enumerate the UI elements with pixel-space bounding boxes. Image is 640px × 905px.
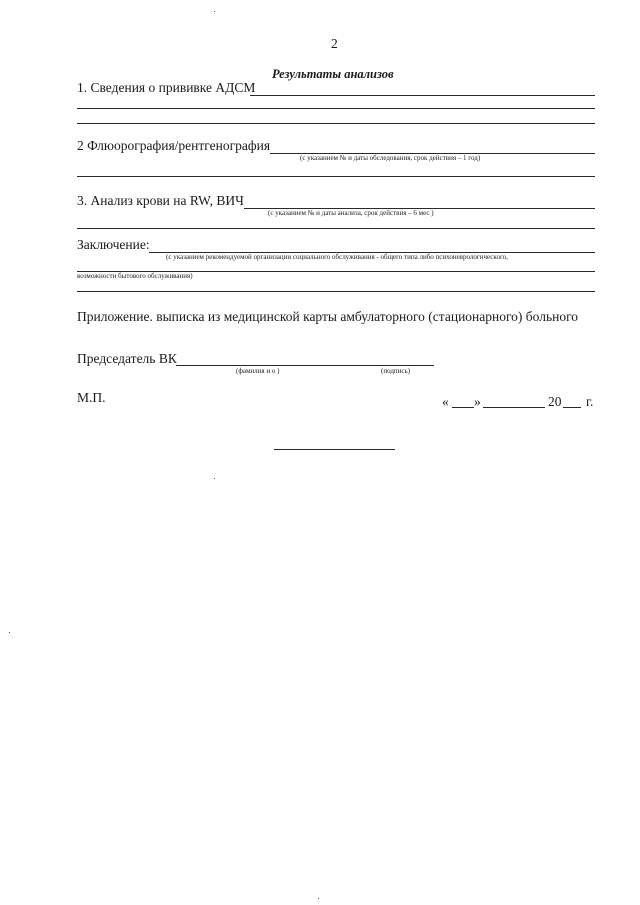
attachment-text: Приложение. выписка из медицинской карты амбулаторного (стационарного) больного [77, 309, 579, 324]
conclusion-field-line-3[interactable] [77, 291, 595, 292]
fluoro-note: (с указанием № и даты обследования, срок действия – 1 год) [300, 154, 481, 162]
scan-speck [214, 11, 215, 12]
chairman-field[interactable] [176, 365, 434, 366]
date-close-quote: » [474, 394, 481, 409]
adsm-label: 1. Сведения о прививке АДСМ [77, 80, 256, 95]
stamp-label: М.П. [77, 390, 106, 405]
page-number: 2 [331, 36, 338, 51]
adsm-field-line-2[interactable] [77, 108, 595, 109]
conclusion-note-line-2: возможности бытового обслуживания) [77, 272, 193, 280]
date-year-field[interactable] [563, 407, 581, 408]
scan-speck [318, 898, 319, 899]
blood-test-field-line-2[interactable] [77, 228, 595, 229]
fluoro-field-line-2[interactable] [77, 176, 595, 177]
adsm-field[interactable] [250, 95, 595, 96]
chairman-label: Председатель ВК [77, 351, 177, 366]
date-month-field[interactable] [483, 407, 545, 408]
closing-separator [274, 449, 395, 450]
scan-speck [9, 632, 10, 633]
date-open-quote: « [442, 394, 449, 409]
chairman-name-note: (фамилия и о ) [236, 367, 280, 375]
date-year-prefix: 20 [548, 394, 562, 409]
conclusion-note-line-1: (с указанием рекомендуемой организации социального обслуживания - общего типа либо психоневрологического, [166, 253, 508, 261]
scan-speck [214, 478, 215, 479]
blood-test-label: 3. Анализ крови на RW, ВИЧ [77, 193, 244, 208]
blood-test-note: (с указанием № и даты анализа, срок действия – 6 мес ) [268, 209, 434, 217]
date-day-field[interactable] [452, 407, 474, 408]
conclusion-label: Заключение: [77, 237, 150, 252]
adsm-field-line-3[interactable] [77, 123, 595, 124]
fluoro-label: 2 Флюорография/рентгенография [77, 138, 271, 153]
date-year-suffix: г. [586, 394, 594, 409]
chairman-signature-note: (подпись) [381, 367, 411, 375]
page-title: Результаты анализов [272, 67, 394, 81]
